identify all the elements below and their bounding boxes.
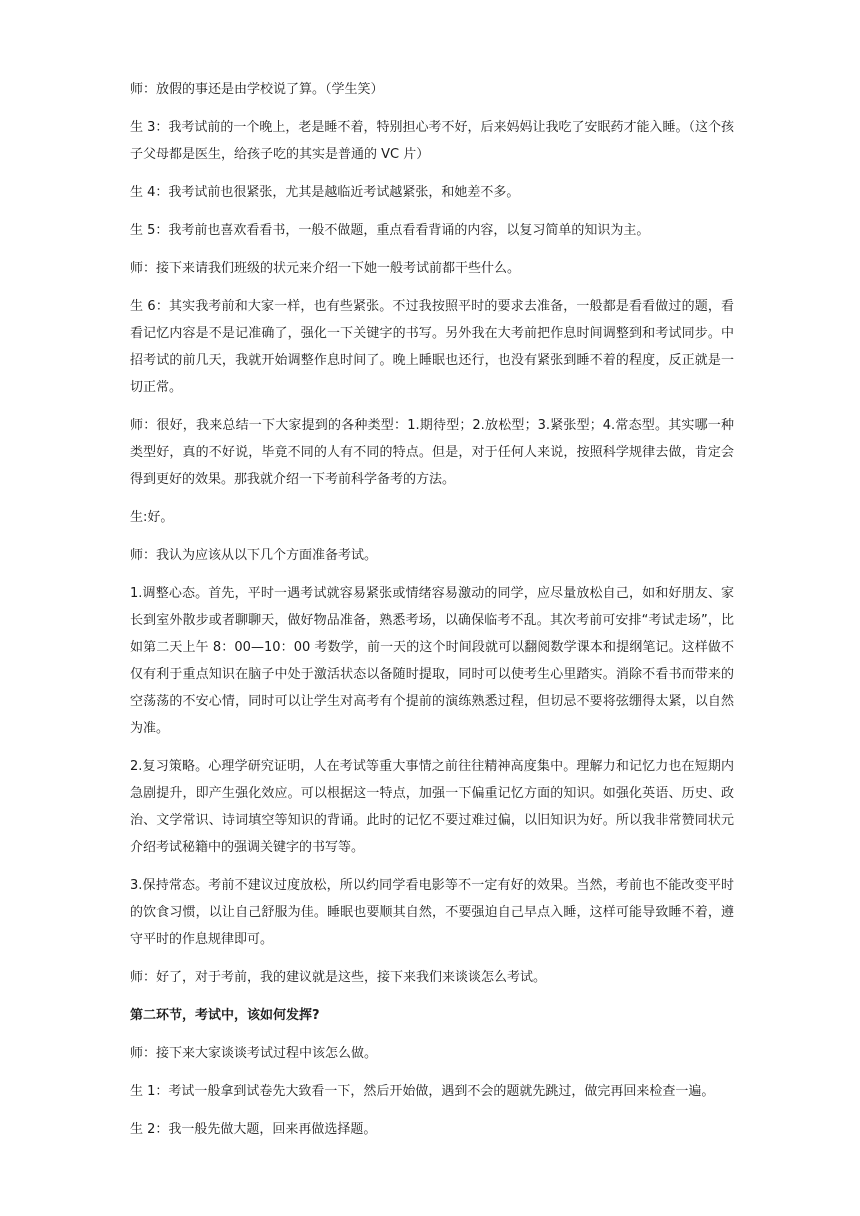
paragraph: 生 1：考试一般拿到试卷先大致看一下，然后开始做，遇到不会的题就先跳过，做完再回来检查一遍。 xyxy=(130,1084,715,1099)
section-heading: 第二环节，考试中，该如何发挥? xyxy=(130,1008,320,1023)
paragraph: 师：好了，对于考前，我的建议就是这些，接下来我们来谈谈怎么考试。 xyxy=(130,970,547,985)
paragraph: 生 3：我考试前的一个晚上，老是睡不着，特别担心考不好，后来妈妈让我吃了安眠药才能入睡。（这个孩子父母都是医生，给孩子吃的其实是普通的 VC 片） xyxy=(130,120,734,162)
paragraph: 师：很好，我来总结一下大家提到的各种类型：1.期待型；2.放松型；3.紧张型；4.常态型。其实哪一种类型好，真的不好说，毕竟不同的人有不同的特点。但是，对于任何人来说，按照科学规律去做，肯定会得到更好的效果。那我就介绍一下考前科学备考的方法。 xyxy=(130,418,734,487)
paragraph: 生 2：我一般先做大题，回来再做选择题。 xyxy=(130,1122,377,1137)
paragraph: 生 5：我考前也喜欢看看书，一般不做题，重点看看背诵的内容，以复习简单的知识为主。 xyxy=(130,223,650,238)
paragraph: 1.调整心态。首先，平时一遇考试就容易紧张或情绪容易激动的同学，应尽量放松自己，如和好朋友、家长到室外散步或者聊聊天，做好物品准备，熟悉考场，以确保临考不乱。其次考前可安排“考试走场”，比如第二天上午 8：00—10：00 考数学，前一天的这个时间段就可以翻阅数学课本和提纲笔记。这样做不仅有利于重点知识在脑子中处于激活状态以备随时提取，同时可以使考生心里踏实。消除不看书而带来的空荡荡的不安心情，同时可以让学生对高考有个提前的演练熟悉过程，但切忌不要将弦绷得太紧，以自然为准。 xyxy=(130,586,734,736)
paragraph: 师：放假的事还是由学校说了算。（学生笑） xyxy=(130,82,384,97)
paragraph: 生:好。 xyxy=(130,510,174,525)
paragraph: 生 6：其实我考前和大家一样，也有些紧张。不过我按照平时的要求去准备，一般都是看看做过的题，看看记忆内容是不是记准确了，强化一下关键字的书写。另外我在大考前把作息时间调整到和考试同步。中招考试的前几天，我就开始调整作息时间了。晚上睡眠也还行，也没有紧张到睡不着的程度，反正就是一切正常。 xyxy=(130,299,734,395)
paragraph: 师：我认为应该从以下几个方面准备考试。 xyxy=(130,548,378,563)
paragraph: 生 4：我考试前也很紧张，尤其是越临近考试越紧张，和她差不多。 xyxy=(130,185,520,200)
paragraph: 2.复习策略。心理学研究证明，人在考试等重大事情之前往往精神高度集中。理解力和记忆力也在短期内急剧提升，即产生强化效应。可以根据这一特点，加强一下偏重记忆方面的知识。如强化英语、历史、政治、文学常识、诗词填空等知识的背诵。此时的记忆不要过难过偏，以旧知识为好。所以我非常赞同状元介绍考试秘籍中的强调关键字的书写等。 xyxy=(130,759,734,855)
document-page xyxy=(130,76,734,1154)
paragraph: 师：接下来大家谈谈考试过程中该怎么做。 xyxy=(130,1046,378,1061)
paragraph: 3.保持常态。考前不建议过度放松，所以约同学看电影等不一定有好的效果。当然，考前也不能改变平时的饮食习惯，以让自己舒服为佳。睡眠也要顺其自然，不要强迫自己早点入睡，这样可能导致睡不着，遵守平时的作息规律即可。 xyxy=(130,878,734,947)
paragraph: 师：接下来请我们班级的状元来介绍一下她一般考试前都干些什么。 xyxy=(130,261,521,276)
